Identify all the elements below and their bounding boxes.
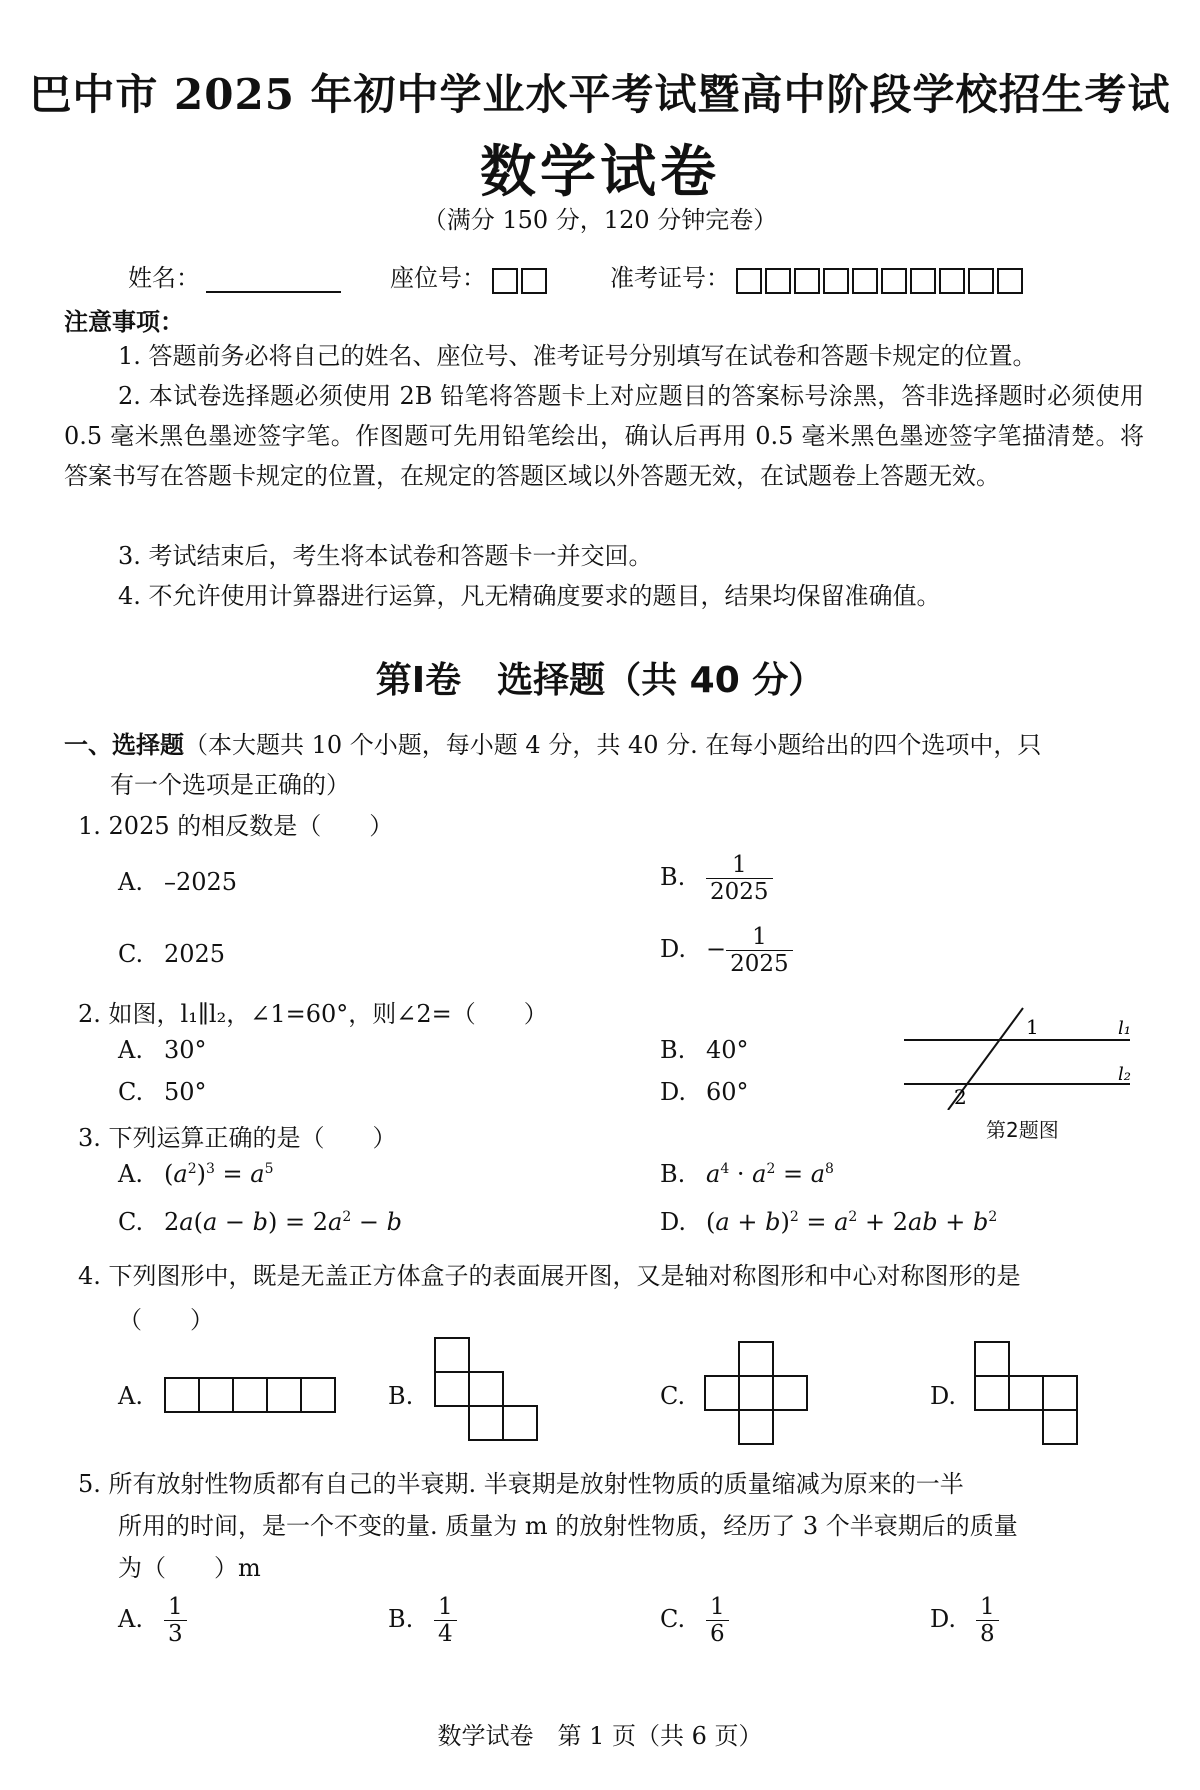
digit-box[interactable] [823,268,849,294]
q4-option-a-net[interactable] [163,1376,339,1416]
q4-label-c: C. [660,1382,686,1410]
angle-2-label: 2 [954,1085,967,1109]
q3-option-c[interactable]: C. $2a(a - b) = 2a^2 - b$ [118,1208,403,1236]
ticket-boxes[interactable] [736,265,1026,294]
section-title: 第Ⅰ卷 选择题（共 40 分） [375,660,825,701]
q3-option-a[interactable]: A. $(a^2)^3 = a^5$ [118,1160,274,1188]
q4-option-b-net[interactable] [433,1336,543,1446]
digit-box[interactable] [492,268,518,294]
part-header [64,725,1041,760]
digit-box[interactable] [997,268,1023,294]
part-desc-1: （本大题共 10 个小题，每小题 4 分，共 40 分. 在每小题给出的四个选项中，只 [184,731,1042,759]
q1-option-b[interactable]: B. $\frac{1}{2025}$ [660,852,773,905]
note-item-4: 4. 不允许使用计算器进行运算，凡无精确度要求的题目，结果均保留准确值。 [118,582,941,610]
digit-box[interactable] [521,268,547,294]
q4-stem-2: （ ） [118,1306,214,1334]
fraction: $\frac{1}{2025}$ [726,924,793,977]
notes-heading: 注意事项： [64,308,184,336]
q2-figure [898,1004,1148,1110]
exam-title: 巴中市 2025 年初中学业水平考试暨高中阶段学校招生考试 [29,70,1171,119]
digit-box[interactable] [910,268,936,294]
digit-box[interactable] [939,268,965,294]
q5-option-b[interactable]: B. $\frac{1}{4}$ [388,1594,457,1647]
q2-option-b[interactable]: B. 40° [660,1036,749,1064]
fraction: $\frac{1}{8}$ [976,1594,999,1647]
q5-stem-1: 5. 所有放射性物质都有自己的半衰期. 半衰期是放射性物质的质量缩减为原来的一半 [78,1470,964,1498]
page-footer: 数学试卷 第 1 页（共 6 页） [437,1722,763,1750]
q1-stem: 1. 2025 的相反数是（ ） [78,812,394,840]
q3-option-d[interactable]: D. $(a + b)^2 = a^2 + 2ab + b^2$ [660,1208,998,1236]
q4-stem: 4. 下列图形中，既是无盖正方体盒子的表面展开图，又是轴对称图形和中心对称图形的是 [78,1262,1021,1290]
q5-option-d[interactable]: D. $\frac{1}{8}$ [930,1594,999,1647]
fraction: $\frac{1}{3}$ [164,1594,187,1647]
q3-option-b[interactable]: B. $a^4 \cdot a^2 = a^8$ [660,1160,834,1188]
name-blank[interactable] [206,265,341,293]
q2-stem: 2. 如图，l₁∥l₂，∠1=60°，则∠2=（ ） [78,1000,548,1028]
q2-figure-caption: 第2题图 [986,1118,1059,1142]
part-label: 一、选择题 [64,731,184,759]
digit-box[interactable] [794,268,820,294]
q4-label-a: A. [118,1382,143,1410]
digit-box[interactable] [881,268,907,294]
seat-label: 座位号： [390,264,486,292]
exam-subtitle: 数学试卷 [480,140,720,205]
angle-1-label: 1 [1026,1015,1039,1039]
name-label: 姓名： [128,264,200,292]
q5-stem-2: 所用的时间，是一个不变的量. 质量为 m 的放射性物质，经历了 3 个半衰期后的质量 [118,1512,1018,1540]
q2-option-d[interactable]: D. 60° [660,1078,749,1106]
seat-field [390,258,550,294]
q2-option-a[interactable]: A. 30° [118,1036,207,1064]
ticket-label: 准考证号： [610,264,730,292]
q4-option-c-net[interactable] [703,1340,813,1450]
fraction: $\frac{1}{2025}$ [706,852,773,905]
note-item-1: 1. 答题前务必将自己的姓名、座位号、准考证号分别填写在试卷和答题卡规定的位置。 [118,342,1037,370]
q1-option-d[interactable]: D. − $\frac{1}{2025}$ [660,924,793,977]
q1-option-c[interactable]: C. 2025 [118,940,226,968]
q1-option-a[interactable]: A. –2025 [118,868,238,896]
score-info: （满分 150 分，120 分钟完卷） [422,206,778,234]
part-desc-2: 有一个选项是正确的） [110,771,350,799]
q5-stem-3: 为（ ）m [118,1554,261,1582]
l1-label: l₁ [1118,1018,1131,1039]
note-item-3: 3. 考试结束后，考生将本试卷和答题卡一并交回。 [118,542,653,570]
q3-stem: 3. 下列运算正确的是（ ） [78,1124,397,1152]
q4-label-d: D. [930,1382,957,1410]
digit-box[interactable] [968,268,994,294]
seat-boxes[interactable] [492,265,550,294]
digit-box[interactable] [765,268,791,294]
l2-label: l₂ [1118,1064,1131,1085]
q4-label-b: B. [388,1382,414,1410]
q4-option-d-net[interactable] [973,1340,1083,1450]
ticket-field [610,258,1026,294]
q5-option-c[interactable]: C. $\frac{1}{6}$ [660,1594,729,1647]
fraction: $\frac{1}{4}$ [434,1594,457,1647]
fraction: $\frac{1}{6}$ [706,1594,729,1647]
note-item-2: 2. 本试卷选择题必须使用 2B 铅笔将答题卡上对应题目的答案标号涂黑，答非选择题时必须使用 0.5 毫米黑色墨迹签字笔。作图题可先用铅笔绘出，确认后再用 0.5 毫米黑色墨迹签字笔描清楚。将答案书写在答题卡规定的位置，在规定的答题区域以外答题无效，在试题卷上答题无效。 [64,382,1144,490]
name-field [128,258,341,293]
q2-option-c[interactable]: C. 50° [118,1078,207,1106]
digit-box[interactable] [736,268,762,294]
q5-option-a[interactable]: A. $\frac{1}{3}$ [118,1594,187,1647]
digit-box[interactable] [852,268,878,294]
